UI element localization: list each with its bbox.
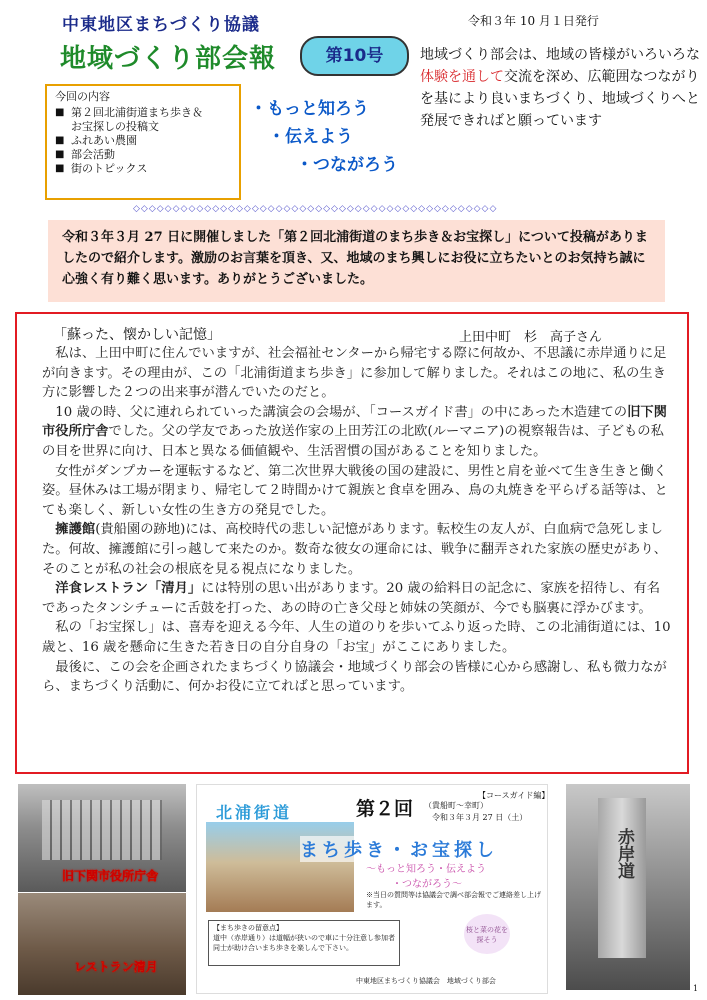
flyer-tag: 【コースガイド編】: [478, 791, 550, 800]
photo-caption: 旧下関市役所庁舎: [62, 869, 159, 883]
flyer-road-name: 北浦街道: [216, 803, 293, 822]
article-paragraph: [42, 462, 672, 521]
paragraph-text: (貴船園の跡地)には、高校時代の悲しい記憶があります。転校生の友人が、白血病で急死しました。何故、擁護館に引っ越して来たのか。数奇な彼女の運命には、戦争に翻弄された家族の歴史があり、そのことが私の社会の根底を見る視点になりました。: [42, 522, 667, 577]
paragraph-text: 女性がダンプカーを運転するなど、第二次世界大戦後の国の建設に、男性と肩を並べて生き生きと働く姿。昼休みは工場が閉まり、帰宅して２時間かけて親族と食卓を囲み、鳥の丸焼きを平らげる話等は、とても楽しく、新しい女性の生き方の発見でした。: [42, 463, 668, 518]
article-paragraph: [42, 520, 672, 579]
toc-item-continuation: お宝探しの投稿文: [71, 120, 159, 133]
notice-box: 令和３年３月 27 日に開催しました「第２回北浦街道のまち歩き＆お宝探し」について投稿がありましたので紹介します。激励のお言葉を頂き、又、地域のまち興しにお役に立ちたいとのお気持ち誠に心強く有り難く思います。ありがとうございました。: [48, 220, 665, 302]
flyer-caution-box: [208, 920, 400, 966]
toc-item: ■ 部会活動: [55, 148, 231, 162]
flyer-slogan: ・つながろう～: [392, 879, 462, 890]
diamond-divider: ◇◇◇◇◇◇◇◇◇◇◇◇◇◇◇◇◇◇◇◇◇◇◇◇◇◇◇◇◇◇◇◇◇◇◇◇◇◇◇◇◇◇◇◇◇◇: [133, 204, 498, 214]
article-paragraph: [42, 579, 672, 618]
slogan-tell: ・伝えよう: [268, 127, 353, 147]
intro-text-before: 地域づくり部会は、地域の皆様がいろいろな: [420, 47, 700, 63]
toc-item: ■ 第２回北浦街道まち歩き＆: [55, 106, 231, 120]
newsletter-title: 地域づくり部会報: [60, 44, 277, 74]
flyer-main-title: まち歩き・お宝探し: [300, 836, 498, 862]
paragraph-text: 私は、上田中町に住んでいますが、社会福祉センターから帰宅する際に何故か、不思議に赤岸通りに足が向きます。その理由が、この「北浦街道まち歩き」に参加して解りました。それはこの地に、私の生き方に影響した２つの出来事が潜んでいたのだと。: [42, 346, 667, 401]
issue-date: 令和３年 10 月１日発行: [468, 14, 599, 28]
photo-caption: レストラン清月: [74, 960, 158, 974]
toc-item: ■ 街のトピックス: [55, 162, 231, 176]
flyer-round: 第２回: [356, 798, 414, 820]
toc-item: ■ ふれあい農園: [55, 134, 231, 148]
issue-number-badge: 第10号: [300, 36, 409, 76]
paragraph-text: 10 歳の時、父に連れられていった講演会の会場が、「コースガイド書」の中にあった木造建ての: [42, 404, 628, 420]
article-author: 上田中町 杉 高子さん: [459, 330, 603, 345]
restaurant-photo: [18, 893, 186, 995]
article-title: 「蘇った、懐かしい記憶」: [53, 327, 221, 343]
flyer-note: ※当日の質問等は協議会で調べ部会報でご連絡差し上げます。: [366, 891, 541, 909]
article-body: [42, 344, 672, 697]
page-number: 1: [693, 984, 699, 993]
paragraph-emphasis: 洋食レストラン「清月」: [42, 581, 202, 597]
intro-text: [420, 44, 700, 132]
paragraph-text: 私の「お宝探し」は、喜寿を迎える今年、人生の道のりを歩いてふり返った時、この北浦街道には、10 歳と、16 歳を懸命に生きた若き日の自分自身の「お宝」がここにありました。: [42, 620, 671, 655]
toc-heading: 今回の内容: [55, 90, 110, 103]
slogan-connect: ・つながろう: [296, 155, 398, 175]
article-paragraph: [42, 658, 672, 697]
org-name: 中東地区まちづくり協議: [62, 15, 260, 35]
paragraph-emphasis: 擁護館: [42, 522, 96, 538]
stone-inscription: 赤岸道: [614, 828, 634, 879]
flower-badge: 桜と菜の花を探そう: [464, 914, 510, 954]
article-paragraph: [42, 403, 672, 462]
article-paragraph: [42, 344, 672, 403]
caution-text: 道中（赤岸通り）は道幅が狭いので車に十分注意し参加者同士が助け合いまち歩きを楽しんで下さい。: [213, 934, 395, 952]
paragraph-text: には特別の思い出があります。20 歳の給料日の記念に、家族を招待し、有名であったタンシチューに舌鼓を打った、あの時の亡き父母と姉妹の笑顔が、今でも脳裏に浮かびます。: [42, 581, 661, 616]
paragraph-text: 最後に、この会を企画されたまちづくり協議会・地域づくり部会の皆様に心から感謝し、私も微力ながら、まちづくり活動に、何かお役に立てればと思っています。: [42, 659, 667, 695]
slogan-know: ・もっと知ろう: [250, 99, 369, 119]
building-facade-image: [42, 800, 162, 860]
intro-highlight: 体験を通して: [420, 69, 504, 85]
flyer-route: （貴船町～幸町）: [424, 801, 488, 810]
flyer-slogan: ～もっと知ろう・伝えよう: [366, 864, 486, 875]
paragraph-text: でした。父の学友であった放送作家の上田芳江の北欧(ルーマニア)の視察報告は、子どもの私の目を世界に向け、日本と異なる価値観や、生活習慣の国があることを知りました。: [42, 424, 664, 459]
paragraph-emphasis: 旧下関市役所庁舎: [42, 404, 667, 440]
intro-text-after: 交流を深め、広範囲なつながりを基により良いまちづくり、地域づくりへと発展できればと願っています: [420, 69, 700, 129]
table-of-contents: [45, 84, 241, 200]
flyer-organizer: 中東地区まちづくり協議会 地域づくり部会: [356, 977, 496, 985]
caution-title: 【まち歩きの留意点】: [213, 924, 283, 932]
article-paragraph: [42, 618, 672, 657]
flyer-date: 令和３年３月 27 日（土）: [432, 813, 528, 822]
